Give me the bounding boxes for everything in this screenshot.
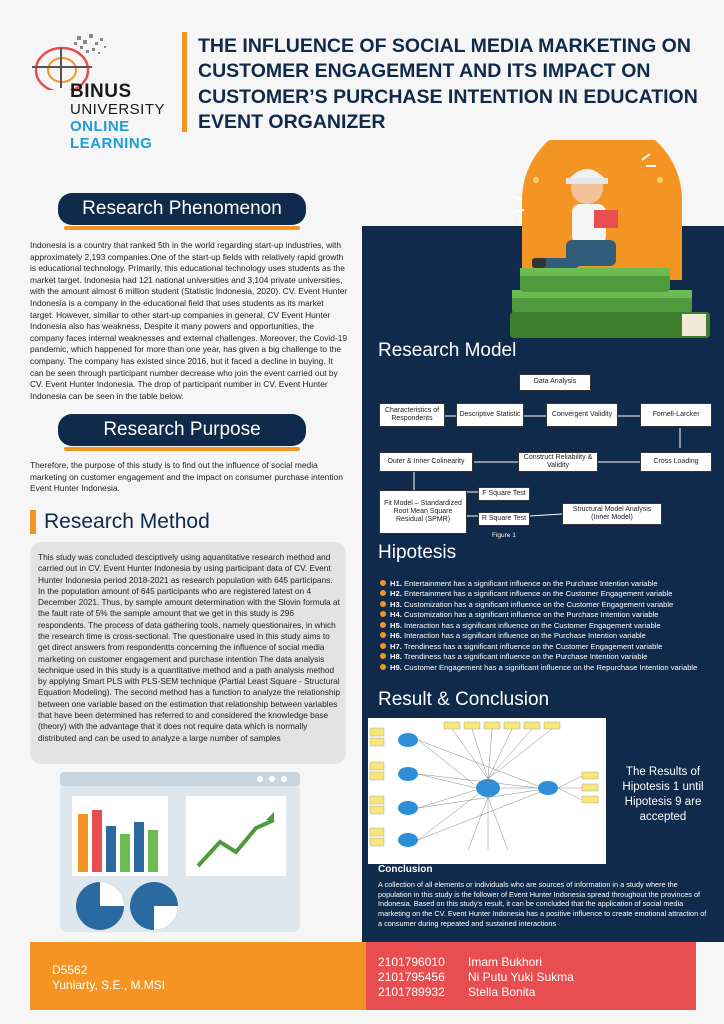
hypothesis-id: H8. <box>390 652 402 662</box>
hypothesis-text <box>390 600 673 609</box>
logo-online: ONLINE <box>70 118 130 135</box>
phenomenon-heading: Research Phenomenon <box>58 193 306 225</box>
sem-figure-caption: FIGURE 1. SEM Full Model of P & T Value <box>420 855 528 861</box>
title-accent-bar <box>182 32 187 132</box>
flow-f-square: F Square Test <box>478 487 530 501</box>
model-caption: Figure 1 <box>492 532 516 539</box>
student-name: Stella Bonita <box>468 985 536 999</box>
hypothesis-statement: Entertainment has a significant influence on the Purchase Intention variable <box>403 579 658 588</box>
hypothesis-text <box>390 652 648 661</box>
hypothesis-id: H3. <box>390 599 402 609</box>
phenomenon-text: Indonesia is a country that ranked 5th in the world regarding start-up industries, with approximately 2,193 companies.One of the start-up fields with relatively rapid growth is educational technology. Primarily, this educational technology uses students as the market target. Indonesia had 121 national universities and 3,104 private universities, with the amount almost 6 million student (Statistic Indonesia, 2020). CV. Event Hunter Indonesia is a company in the educational field that uses students as its market target. However, similiar to other start-up companies in general, CV Event Hunter Indonesia also has weakness, Despite it many powers and opportunities, the company faces internal weaknesses and external challenges. Moreover, the Covid-19 pandemic, which happened for more than one year, has given a big challenge to the company. The company has existed since 2016, but it faced a decline in buying. It can be seen through participant number decrease who join the event carried out by CV. Event Hunter Indonesia. The drop of participant number in CV. Event Hunter Indonesia can be seen in the table below. <box>30 240 348 401</box>
logo-binus: BINUS <box>70 81 132 102</box>
conclusion-heading: Conclusion <box>378 864 433 875</box>
bullet-dot-icon <box>380 622 386 628</box>
logo-wordmark <box>70 82 165 151</box>
flow-outer-inner: Outer & Inner Colinearity <box>379 452 473 472</box>
students-list <box>378 955 688 1000</box>
bullet-dot-icon <box>380 643 386 649</box>
figure2-caption: Figure 2 <box>560 854 584 861</box>
hypothesis-statement: Trendiness has a significant influence on the Customer Engagement variable <box>403 641 663 651</box>
bullet-dot-icon <box>380 653 386 659</box>
hypothesis-id: H2. <box>390 589 402 599</box>
accepted-text: The Results of Hipotesis 1 until Hipotesis 9 are accepted <box>622 766 704 823</box>
hypothesis-list <box>380 579 710 673</box>
flow-r-square: R Square Test <box>478 512 530 526</box>
hypothesis-item <box>380 610 710 619</box>
student-nim: 2101796010 <box>378 955 445 969</box>
student-nim: 2101789932 <box>378 985 445 999</box>
method-heading: Research Method <box>44 510 210 533</box>
student-name: Ni Putu Yuki Sukma <box>468 970 574 984</box>
hypothesis-text <box>390 621 661 630</box>
purpose-text: Therefore, the purpose of this study is to find out the influence of social media marketing on customer engagement and the impact on consumer purchase intention Event Hunter Indonesia. <box>30 460 343 494</box>
sem-model-figure <box>368 718 606 864</box>
model-heading: Research Model <box>378 340 517 361</box>
hypothesis-statement: Customization has a significant influence on the Customer Engagement variable <box>403 599 674 609</box>
hypothesis-text <box>390 610 659 619</box>
flow-data-analysis: Data Analysis <box>519 374 591 391</box>
hypothesis-item <box>380 631 710 640</box>
bullet-dot-icon <box>380 590 386 596</box>
flow-cross-loading: Cross Loading <box>640 452 712 472</box>
student-row <box>378 955 688 970</box>
hypothesis-id: H6. <box>390 631 402 641</box>
hypothesis-id: H1. <box>390 579 402 588</box>
hypothesis-id: H4. <box>390 610 402 620</box>
poster-title: THE INFLUENCE OF SOCIAL MEDIA MARKETING ON CUSTOMER ENGAGEMENT AND ITS IMPACT ON CUSTOMER’S PURCHASE INTENTION IN EDUCATION EVENT ORGANIZER <box>198 35 698 134</box>
hypothesis-statement: Interaction has a significant influence on the Customer Engagement variable <box>403 620 661 630</box>
hypothesis-statement: Customization has a significant influence on the Purchase Intention variable <box>403 610 659 620</box>
hypothesis-text <box>390 663 697 672</box>
hypothesis-statement: Trendiness has a significant influence on the Purchase Intention variable <box>403 652 648 662</box>
hypothesis-text <box>390 631 646 640</box>
conclusion-text: A collection of all elements or individuals who are sources of information in a study where the population in this study is the follower of Event Hunter Indonesia spread throughout the provinces of Indonesia. Based on this study's result, it can be concluded that the application of social media marketing on the CV. Event Hunter Indonesia has a positive influence to create emotional attraction of a consumer during repeated and sustained interactions <box>378 880 707 928</box>
method-accent-bar <box>30 510 36 534</box>
footer-lecturer: Yuniarty, S.E., M.MSI <box>52 978 166 992</box>
student-row <box>378 970 688 985</box>
flow-fornell: Fornell-Larcker <box>640 403 712 427</box>
hypothesis-statement: Entertainment has a significant influence on the Customer Engagement variable <box>403 589 673 599</box>
purpose-underline <box>64 447 300 451</box>
student-nim: 2101795456 <box>378 970 445 984</box>
hypothesis-item <box>380 642 710 651</box>
footer-code: D5562 <box>52 963 88 977</box>
flow-characteristics: Characteristics of Respondents <box>379 403 445 427</box>
result-heading: Result & Conclusion <box>378 689 550 710</box>
hypothesis-heading: Hipotesis <box>378 542 457 563</box>
hypothesis-item <box>380 600 710 609</box>
bullet-dot-icon <box>380 611 386 617</box>
bullet-dot-icon <box>380 601 386 607</box>
flow-descriptive: Descriptive Statistic <box>456 403 524 427</box>
hypothesis-statement: Interaction has a significant influence on the Purchase Intention variable <box>403 631 646 641</box>
bullet-dot-icon <box>380 632 386 638</box>
logo-learning: LEARNING <box>70 135 153 152</box>
method-text: This study was concluded desciptively using aquantitative research method and carried out in CV. Event Hunter Indonesia by using participant data of CV. Event Hunter Indonesia period 2018-2021 as research population with 645 participans. In the population amount of 645 participants who are registered latest on 4 December 2021. Thus, by sample amount determination with the Slovin formula at the fault rate of 5% the sample amount that we get in this study is 296 respondents. The process of data gathering tools, namely questionaires, in which the research time is cross-sectional. The questionaire used in this study aims to get direct answers from respondentts concerning the influence of social media marketing on customer engagement and purchase intention The data analysis technique used in this study is a quantitative method and a path analysis method by applying Smart PLS with PLS-SEM technique (Partial Least Square - Structural Equation Modeling). The second method has a function to analyze the relationship between one variable based on the estimation that relationship between variables that have been determined has referred to and considered the knowledge base (theory) with the advantage that it does not require data which is normally distributed and can be used to analyze a large number of samples <box>38 552 340 743</box>
hypothesis-item <box>380 663 710 672</box>
analytics-dashboard-illustration-icon <box>60 772 308 940</box>
flow-structural: Structural Model Analysis (Inner Model) <box>562 503 662 525</box>
bullet-dot-icon <box>380 664 386 670</box>
student-name: Imam Bukhori <box>468 955 543 969</box>
hypothesis-item <box>380 621 710 630</box>
hypothesis-statement: Customer Engagement has a significant influence on the Repurchase Intention variable <box>403 662 698 672</box>
hypothesis-item <box>380 589 710 598</box>
student-row <box>378 985 688 1000</box>
purpose-heading: Research Purpose <box>58 414 306 446</box>
flow-fit-model: Fit Model – Standardized Root Mean Square Residual (SPMR) <box>379 490 467 534</box>
hypothesis-id: H5. <box>390 620 402 630</box>
hypothesis-item <box>380 579 710 588</box>
logo-university: UNIVERSITY <box>70 101 166 118</box>
student-reading-illustration-icon <box>482 140 712 340</box>
hypothesis-text <box>390 642 662 651</box>
flow-construct: Construct Reliability & Validity <box>518 452 598 472</box>
bullet-dot-icon <box>380 580 386 586</box>
hypothesis-id: H7. <box>390 641 402 651</box>
hypothesis-text <box>390 589 672 598</box>
hypothesis-item <box>380 652 710 661</box>
flow-convergent: Convergent Validity <box>546 403 618 427</box>
phenomenon-underline <box>64 226 300 230</box>
hypothesis-text <box>390 579 658 588</box>
hypothesis-id: H9. <box>390 662 402 672</box>
